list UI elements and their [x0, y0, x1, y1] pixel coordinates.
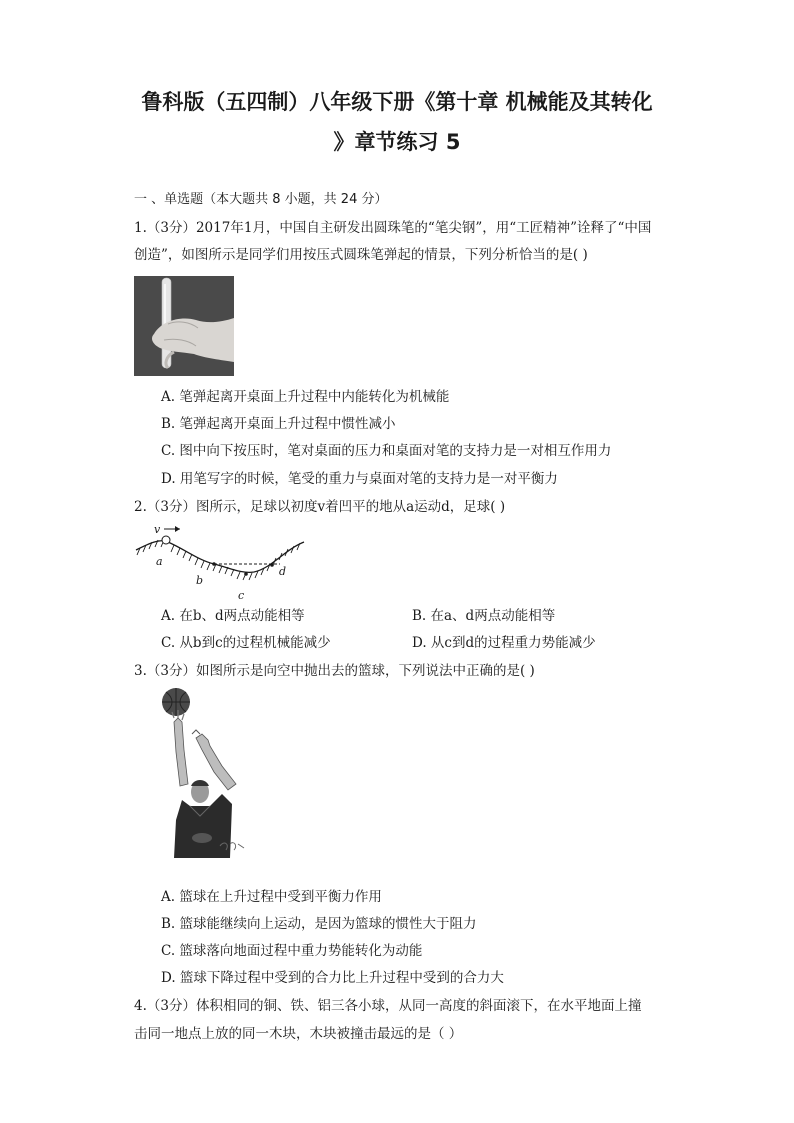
q1-stem-line-2: 创造”，如图所示是同学们用按压式圆珠笔弹起的情景，下列分析恰当的是( )	[134, 247, 588, 263]
document-title-line-1: 鲁科版（五四制）八年级下册《第十章 机械能及其转化	[141, 90, 653, 114]
point-d-label: d	[279, 565, 287, 578]
q2-option-b: B. 在a、d两点动能相等	[412, 608, 556, 624]
section-heading: 一 、单选题（本大题共 8 小题，共 24 分）	[134, 192, 388, 207]
q3-option-c: C. 篮球落向地面过程中重力势能转化为动能	[161, 943, 423, 959]
q1-option-a: A. 笔弹起离开桌面上升过程中内能转化为机械能	[161, 389, 450, 405]
q1-stem-line-1: 1.（3分）2017年1月，中国自主研发出圆珠笔的“笔尖钢”，用“工匠精神”诠释了“中国	[134, 220, 652, 236]
q2-terrain-diagram	[134, 520, 309, 604]
q3-stem-line-1: 3.（3分）如图所示是向空中抛出去的篮球，下列说法中正确的是( )	[134, 663, 535, 679]
document-title-line-2: 》章节练习 5	[333, 130, 461, 154]
q2-stem-line-1: 2.（3分）图所示，足球以初度v着凹平的地从a运动d，足球( )	[134, 499, 506, 515]
point-a-label: a	[156, 555, 163, 568]
q4-stem-line-2: 击同一地点上放的同一木块，木块被撞击最远的是（ ）	[134, 1026, 463, 1042]
point-b-label: b	[196, 574, 204, 587]
q2-option-c: C. 从b到c的过程机械能减少	[161, 635, 331, 651]
q1-option-c: C. 图中向下按压时，笔对桌面的压力和桌面对笔的支持力是一对相互作用力	[161, 443, 612, 459]
velocity-label: v	[154, 523, 161, 536]
q3-option-b: B. 篮球能继续向上运动，是因为篮球的惯性大于阻力	[161, 916, 477, 932]
q3-basketball-photo	[160, 688, 250, 858]
q2-option-a: A. 在b、d两点动能相等	[161, 608, 305, 624]
q3-option-d: D. 篮球下降过程中受到的合力比上升过程中受到的合力大	[161, 970, 504, 986]
point-c-label: c	[238, 589, 245, 602]
q4-stem-line-1: 4.（3分）体积相同的铜、铁、铝三各小球，从同一高度的斜面滚下，在水平地面上撞	[134, 998, 642, 1014]
q3-option-a: A. 篮球在上升过程中受到平衡力作用	[161, 889, 382, 905]
q1-option-d: D. 用笔写字的时候，笔受的重力与桌面对笔的支持力是一对平衡力	[161, 471, 558, 487]
q1-pen-photo	[134, 276, 234, 376]
q1-option-b: B. 笔弹起离开桌面上升过程中惯性减小	[161, 416, 396, 432]
q2-option-d: D. 从c到d的过程重力势能减少	[412, 635, 596, 651]
